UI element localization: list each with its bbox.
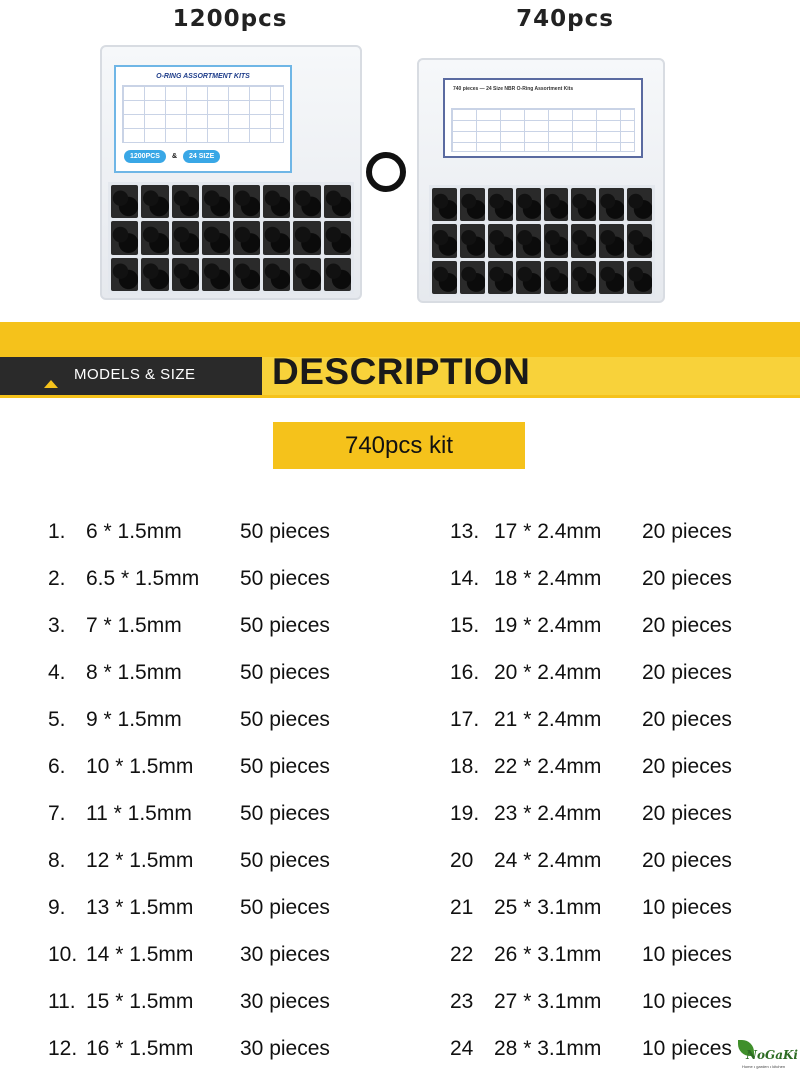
tray-compartment: [324, 221, 351, 254]
tray-compartment: [233, 221, 260, 254]
tray-compartment: [544, 261, 569, 294]
tray-compartment: [293, 185, 320, 218]
tray-compartment: [202, 221, 229, 254]
item-num: 11.: [48, 990, 76, 1013]
tray-compartment: [233, 258, 260, 291]
item-qty: 20 pieces: [642, 708, 732, 731]
product-label: 740pcs: [516, 6, 614, 32]
item-num: 21: [450, 896, 474, 919]
item-qty: 50 pieces: [240, 755, 330, 778]
item-size: 17 * 2.4mm: [494, 520, 602, 543]
tray-compartment: [599, 188, 624, 221]
item-qty: 50 pieces: [240, 661, 330, 684]
product-box-image: [100, 45, 362, 300]
item-size: 28 * 3.1mm: [494, 1037, 602, 1060]
item-qty: 50 pieces: [240, 849, 330, 872]
item-num: 22: [450, 943, 474, 966]
item-size: 27 * 3.1mm: [494, 990, 602, 1013]
triangle-icon: [44, 380, 58, 388]
section-title: DESCRIPTION: [272, 351, 531, 392]
item-num: 16.: [450, 661, 480, 684]
product-box-image: [417, 58, 665, 303]
item-num: 2.: [48, 567, 66, 590]
tray-compartment: [599, 261, 624, 294]
tray-compartment: [516, 261, 541, 294]
item-qty: 20 pieces: [642, 802, 732, 825]
tray-compartment: [627, 261, 652, 294]
tray-compartment: [202, 258, 229, 291]
models-size-label: MODELS & SIZE: [74, 366, 196, 383]
item-num: 8.: [48, 849, 66, 872]
item-qty: 20 pieces: [642, 520, 732, 543]
item-size: 24 * 2.4mm: [494, 849, 602, 872]
item-num: 7.: [48, 802, 66, 825]
tray-compartment: [432, 261, 457, 294]
tray-compartment: [516, 224, 541, 257]
item-num: 13.: [450, 520, 480, 543]
item-qty: 50 pieces: [240, 708, 330, 731]
tray-compartment: [293, 258, 320, 291]
tray-compartment: [544, 188, 569, 221]
card-title: 740 pieces — 24 Size NBR O-Ring Assortment Kits: [453, 86, 574, 92]
tray-compartment: [324, 185, 351, 218]
tray-compartment: [488, 224, 513, 257]
tray-compartment: [571, 261, 596, 294]
item-num: 23: [450, 990, 474, 1013]
tray-compartment: [111, 185, 138, 218]
tray-compartment: [172, 221, 199, 254]
o-ring-icon: [366, 152, 406, 192]
tray-compartment: [571, 224, 596, 257]
tray-compartment: [111, 258, 138, 291]
count-badge: 1200PCS: [124, 150, 166, 163]
tray-compartment: [544, 224, 569, 257]
item-num: 14.: [450, 567, 480, 590]
item-num: 12.: [48, 1037, 78, 1060]
item-size: 13 * 1.5mm: [86, 896, 194, 919]
item-num: 1.: [48, 520, 66, 543]
item-size: 25 * 3.1mm: [494, 896, 602, 919]
item-size: 26 * 3.1mm: [494, 943, 602, 966]
product-label: 1200pcs: [172, 6, 288, 32]
item-num: 9.: [48, 896, 66, 919]
item-num: 15.: [450, 614, 480, 637]
tray-compartment: [571, 188, 596, 221]
ring-tray: [429, 185, 655, 297]
brand-logo: [738, 1040, 798, 1080]
tray-compartment: [627, 188, 652, 221]
item-size: 16 * 1.5mm: [86, 1037, 194, 1060]
item-size: 19 * 2.4mm: [494, 614, 602, 637]
item-num: 20: [450, 849, 474, 872]
card-size-grid: [122, 85, 284, 143]
item-size: 21 * 2.4mm: [494, 708, 602, 731]
item-qty: 20 pieces: [642, 661, 732, 684]
item-size: 22 * 2.4mm: [494, 755, 602, 778]
product-card: [114, 65, 292, 173]
item-qty: 10 pieces: [642, 990, 732, 1013]
item-num: 18.: [450, 755, 480, 778]
item-size: 14 * 1.5mm: [86, 943, 194, 966]
item-qty: 20 pieces: [642, 849, 732, 872]
tray-compartment: [172, 185, 199, 218]
tray-compartment: [233, 185, 260, 218]
item-qty: 20 pieces: [642, 614, 732, 637]
item-qty: 50 pieces: [240, 614, 330, 637]
item-size: 6 * 1.5mm: [86, 520, 182, 543]
item-qty: 20 pieces: [642, 567, 732, 590]
tray-compartment: [141, 185, 168, 218]
item-size: 7 * 1.5mm: [86, 614, 182, 637]
item-qty: 30 pieces: [240, 1037, 330, 1060]
tray-compartment: [263, 221, 290, 254]
item-num: 10.: [48, 943, 78, 966]
item-qty: 50 pieces: [240, 896, 330, 919]
item-num: 5.: [48, 708, 66, 731]
size-badge: 24 SIZE: [183, 150, 220, 163]
item-size: 6.5 * 1.5mm: [86, 567, 200, 590]
item-size: 10 * 1.5mm: [86, 755, 194, 778]
item-qty: 30 pieces: [240, 990, 330, 1013]
tray-compartment: [111, 221, 138, 254]
tray-compartment: [293, 221, 320, 254]
item-size: 23 * 2.4mm: [494, 802, 602, 825]
item-size: 11 * 1.5mm: [86, 802, 192, 825]
tray-compartment: [324, 258, 351, 291]
tray-compartment: [263, 185, 290, 218]
ring-tray: [108, 182, 354, 294]
item-qty: 10 pieces: [642, 1037, 732, 1060]
item-qty: 50 pieces: [240, 567, 330, 590]
product-card: [443, 78, 643, 158]
item-size: 12 * 1.5mm: [86, 849, 194, 872]
item-size: 15 * 1.5mm: [86, 990, 194, 1013]
item-size: 20 * 2.4mm: [494, 661, 602, 684]
item-num: 6.: [48, 755, 66, 778]
item-qty: 10 pieces: [642, 943, 732, 966]
card-size-grid: [451, 108, 635, 152]
card-title: O-RING ASSORTMENT KITS: [156, 73, 250, 80]
item-qty: 30 pieces: [240, 943, 330, 966]
tray-compartment: [599, 224, 624, 257]
item-num: 4.: [48, 661, 66, 684]
tray-compartment: [460, 188, 485, 221]
item-num: 17.: [450, 708, 480, 731]
tray-compartment: [141, 221, 168, 254]
tray-compartment: [141, 258, 168, 291]
item-size: 18 * 2.4mm: [494, 567, 602, 590]
tray-compartment: [172, 258, 199, 291]
tray-compartment: [460, 261, 485, 294]
tray-compartment: [460, 224, 485, 257]
item-qty: 20 pieces: [642, 755, 732, 778]
tray-compartment: [488, 188, 513, 221]
badge-and: &: [171, 153, 178, 160]
kit-badge: 740pcs kit: [273, 422, 525, 469]
item-qty: 50 pieces: [240, 520, 330, 543]
tray-compartment: [202, 185, 229, 218]
item-num: 3.: [48, 614, 66, 637]
item-qty: 10 pieces: [642, 896, 732, 919]
tray-compartment: [432, 224, 457, 257]
item-size: 9 * 1.5mm: [86, 708, 182, 731]
item-num: 19.: [450, 802, 480, 825]
item-qty: 50 pieces: [240, 802, 330, 825]
tray-compartment: [488, 261, 513, 294]
item-num: 24: [450, 1037, 474, 1060]
card-badges: [124, 150, 220, 163]
brand-tagline: Home • garden • kitchen: [742, 1064, 786, 1069]
tray-compartment: [263, 258, 290, 291]
tray-compartment: [516, 188, 541, 221]
tray-compartment: [432, 188, 457, 221]
brand-name: NoGaKi: [746, 1048, 798, 1062]
tray-compartment: [627, 224, 652, 257]
item-size: 8 * 1.5mm: [86, 661, 182, 684]
